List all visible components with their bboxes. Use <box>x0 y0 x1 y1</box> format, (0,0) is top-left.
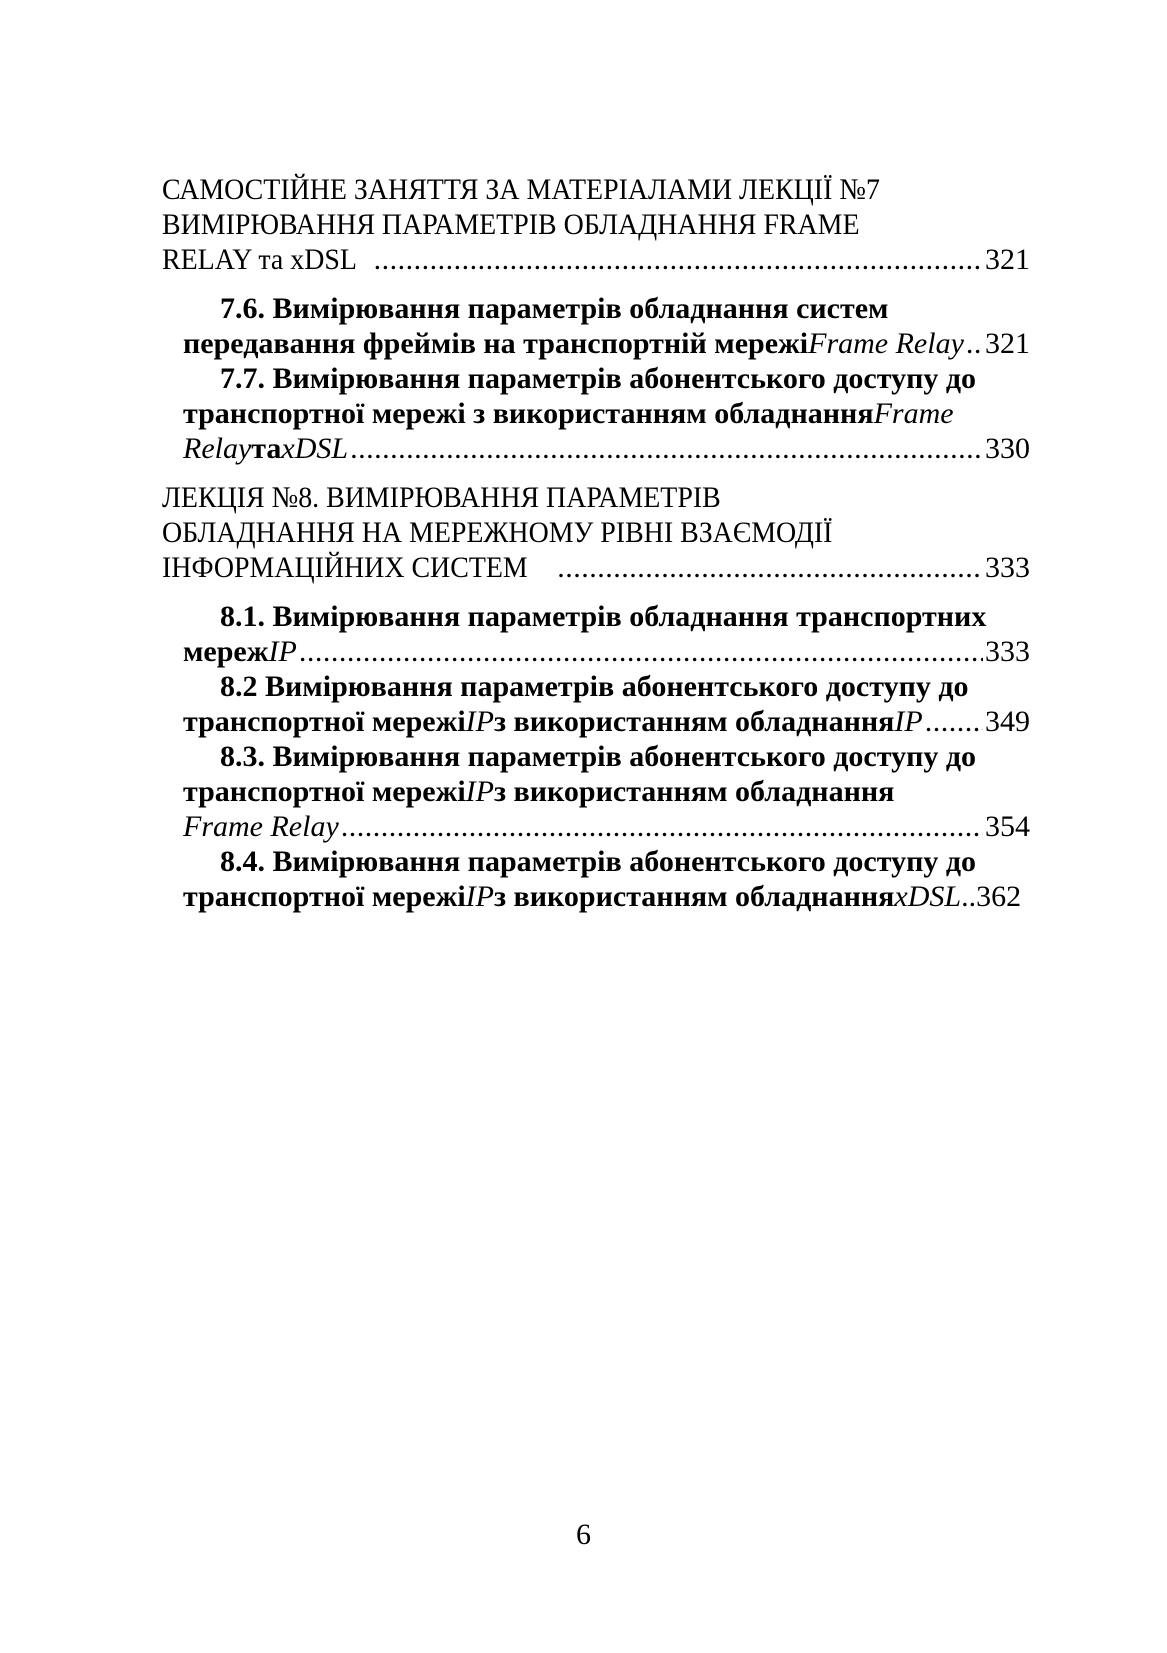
toc-item-title: 7.6. Вимірювання параметрів обладнання систем <box>220 292 889 325</box>
toc-entry-self-study-7 <box>162 172 1030 277</box>
dot-leader <box>557 550 983 585</box>
toc-entry-8-4: 8.4. Вимірювання параметрів абонентського доступу до транспортної мережі IP з використанням обладнання xDSL .. 362 <box>183 845 1022 913</box>
page-ref: 333 <box>985 551 1030 584</box>
page-ref: 330 <box>985 432 1030 465</box>
toc-entry-7-7: 7.7. Вимірювання параметрів абонентського доступу до транспортної мережі з використанням обладнання Frame Relay та xDSL ..... 330 <box>162 361 1030 466</box>
toc-item-title: 8.1. Вимірювання параметрів обладнання транспортних <box>220 600 987 633</box>
toc-entry-8-2: 8.2 Вимірювання параметрів абонентського доступу до транспортної мережі IP з використанням обладнання IP ..... 349 <box>162 669 1030 739</box>
page-ref: 349 <box>985 705 1030 738</box>
page-ref: 321 <box>985 243 1030 276</box>
toc-entry-lecture-8 <box>162 480 1030 585</box>
toc-item-title: 8.2 Вимірювання параметрів абонентського доступу до <box>220 670 969 703</box>
page-number: 6 <box>576 1518 591 1551</box>
page-ref: 354 <box>985 810 1030 843</box>
toc-item-title: 8.3. Вимірювання параметрів абонентського доступу до <box>220 740 977 773</box>
dot-leader <box>350 431 983 466</box>
page-ref: 362 <box>976 880 1022 913</box>
dot-leader: .. <box>961 880 977 913</box>
toc-entry-8-3: 8.3. Вимірювання параметрів абонентського доступу до транспортної мережі IP з використанням обладнання Frame Relay ..... 354 <box>162 739 1030 844</box>
table-of-contents <box>162 172 1030 914</box>
toc-item-title: 7.7. Вимірювання параметрів абонентського доступу до <box>220 362 977 395</box>
dot-leader <box>341 809 983 844</box>
toc-item-title: 8.4. Вимірювання параметрів абонентського доступу до <box>220 845 977 878</box>
page-ref: 321 <box>985 327 1030 360</box>
dot-leader <box>299 634 983 669</box>
toc-heading-line: RELAY та xDSL <box>162 243 357 276</box>
dot-leader <box>374 242 983 277</box>
toc-entry-7-6: 7.6. Вимірювання параметрів обладнання систем передавання фреймів на транспортній мережі Frame Relay ..... 321 <box>162 291 1030 361</box>
toc-heading-line: ОБЛАДНАННЯ НА МЕРЕЖНОМУ РІВНІ ВЗАЄМОДІЇ <box>162 516 833 549</box>
toc-heading-line: ІНФОРМАЦІЙНИХ СИСТЕМ <box>162 551 528 584</box>
toc-entry-8-1: 8.1. Вимірювання параметрів обладнання транспортних мереж IP ..... 333 <box>162 599 1030 669</box>
dot-leader <box>966 326 983 361</box>
toc-heading-line: ЛЕКЦІЯ №8. ВИМІРЮВАННЯ ПАРАМЕТРІВ <box>162 481 721 514</box>
toc-heading-line: САМОСТІЙНЕ ЗАНЯТТЯ ЗА МАТЕРІАЛАМИ ЛЕКЦІЇ №7 <box>162 173 880 206</box>
toc-heading-line: ВИМІРЮВАННЯ ПАРАМЕТРІВ ОБЛАДНАННЯ FRAME <box>162 208 860 241</box>
page-ref: 333 <box>985 635 1030 668</box>
dot-leader <box>925 704 983 739</box>
